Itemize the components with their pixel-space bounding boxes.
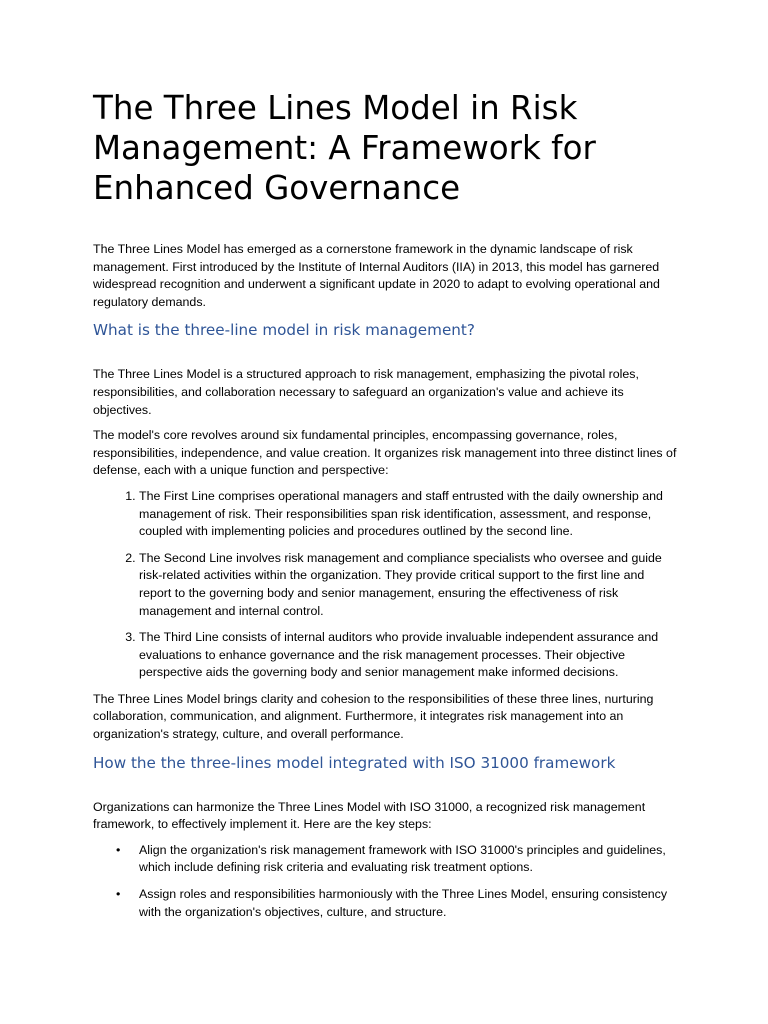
list-item-assign-roles (116, 886, 678, 921)
section1-paragraph-1: The Three Lines Model is a structured approach to risk management, emphasizing the pivotal roles, responsibilities, and collaboration necessary to safeguard an organization's value and achieve its objectives. (93, 367, 639, 417)
list-item-align-framework (116, 842, 678, 877)
list-item-first-line: 1. The First Line comprises operational managers and staff entrusted with the daily ownership and management of risk. Their responsibilities span risk identification, assessment, and response, coupled with implementing policies and procedures outlined by the second line. (139, 488, 678, 541)
list-item-text: Align the organization's risk management framework with ISO 31000's principles and guidelines, which include defining risk criteria and evaluating risk treatment options. (139, 842, 666, 875)
bullet-icon: • (116, 887, 121, 902)
intro-paragraph: The Three Lines Model has emerged as a cornerstone framework in the dynamic landscape of risk management. First introduced by the Institute of Internal Auditors (IIA) in 2013, this model has garnered widespread recognition and underwent a significant update in 2020 to adapt to evolving operational and regulatory demands. (93, 242, 660, 309)
section1-paragraph-3: The Three Lines Model brings clarity and cohesion to the responsibilities of these three lines, nurturing collaboration, communication, and alignment. Furthermore, it integrates risk management into an organization's strategy, culture, and overall performance. (93, 691, 654, 742)
section1-paragraph-2: The model's core revolves around six fundamental principles, encompassing governance, roles, responsibilities, independence, and value creation. It organizes risk management into three distinct lines of defense, each with a unique function and perspective: (93, 428, 677, 478)
list-item-text: Assign roles and responsibilities harmoniously with the Three Lines Model, ensuring consistency with the organization's objectives, culture, and structure. (139, 887, 668, 919)
section2-paragraph-1: Organizations can harmonize the Three Lines Model with ISO 31000, a recognized risk management framework, to effectively implement it. Here are the key steps: (93, 799, 646, 832)
lines-numbered-list (93, 488, 678, 682)
document-title: The Three Lines Model in Risk Management: A Framework for Enhanced Governance (93, 89, 596, 207)
section-heading-iso-31000: How the the three-lines model integrated with ISO 31000 framework (93, 753, 616, 772)
list-item-second-line: 2. The Second Line involves risk management and compliance specialists who oversee and guide risk-related activities within the organization. They provide critical support to the first line and report to the governing body and senior management, ensuring the effectiveness of risk management and internal control. (139, 550, 678, 620)
list-item-third-line: 3. The Third Line consists of internal auditors who provide invaluable independent assurance and evaluations to enhance governance and the risk management processes. Their objective perspective aids the governing body and senior management make informed decisions. (139, 629, 678, 682)
section-heading-three-line-model: What is the three-line model in risk management? (93, 321, 475, 340)
bullet-icon: • (116, 842, 121, 857)
iso-steps-bullet-list (93, 842, 678, 921)
